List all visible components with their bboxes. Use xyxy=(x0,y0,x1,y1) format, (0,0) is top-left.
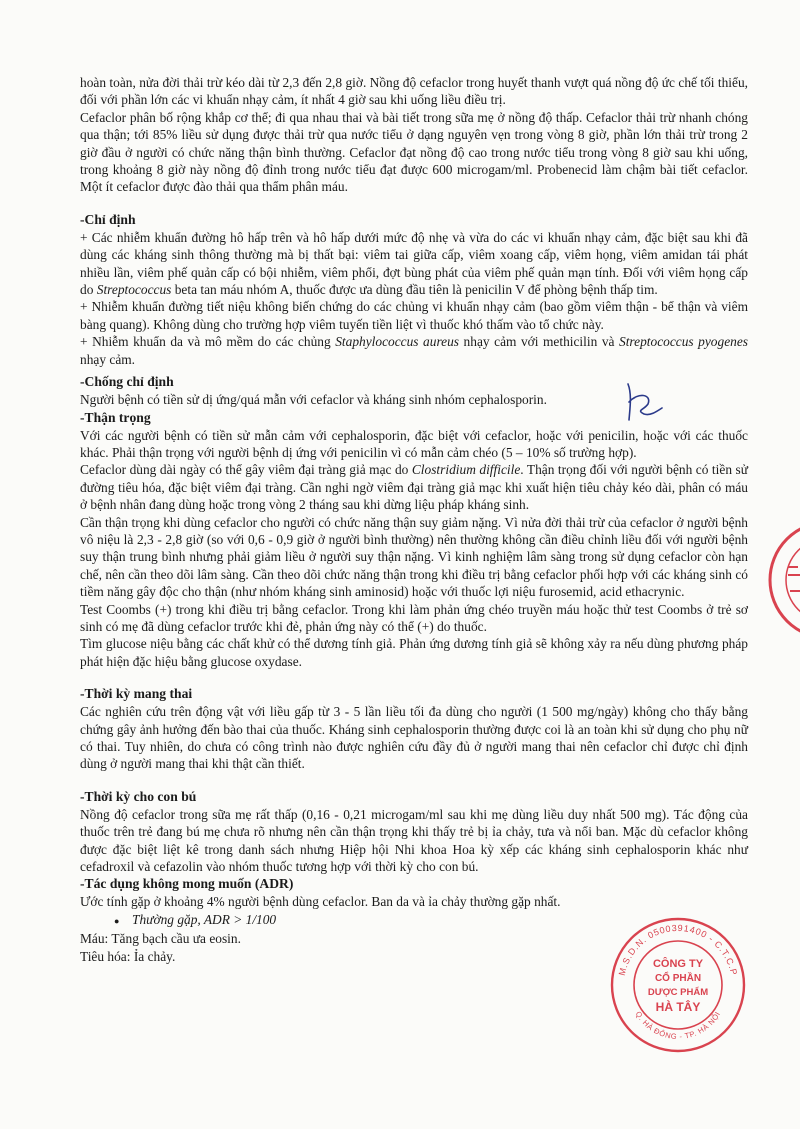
stamp-line-2: CỔ PHẦN xyxy=(654,973,702,984)
pharmacokinetics-paragraph-1: hoàn toàn, nửa đời thải trừ kéo dài từ 2,3 đến 2,8 giờ. Nồng độ cefaclor trong huyết thanh vượt quá nồng độ ức chế tối thiểu, đối với phần lớn các vi khuẩn nhạy cảm, ít nhất 4 giờ sau khi uống liều điều trị. xyxy=(80,75,748,108)
section-heading-precautions: -Thận trọng xyxy=(80,409,151,425)
adverse-reactions-paragraph: Ước tính gặp ở khoảng 4% người bệnh dùng cefaclor. Ban da và ỉa chảy thường gặp nhất. xyxy=(80,894,561,910)
precautions-paragraph-5: Tìm glucose niệu bằng các chất khử có thể dương tính giả. Phản ứng dương tính giả sẽ không xảy ra nếu dùng phương pháp phát hiện đặc hiệu bằng glucose oxydase. xyxy=(80,636,748,669)
stamp-line-1: CÔNG TY xyxy=(652,958,704,970)
indications-paragraph-2: + Nhiễm khuẩn đường tiết niệu không biến chứng do các chủng vi khuẩn nhạy cảm (bao gồm viêm thận - bể thận và viêm bàng quang). Không dùng cho trường hợp viêm tuyến tiền liệt vì thuốc khó thấm vào tổ chức này. xyxy=(80,299,748,332)
stamp-address: Q. HÀ ĐÔNG - TP. HÀ NỘI xyxy=(633,1009,723,1042)
precautions-paragraph-2: Cefaclor dùng dài ngày có thể gây viêm đại tràng giả mạc do Clostridium difficile. Thận trọng đối với người bệnh có tiền sử đường tiêu hóa, đặc biệt viêm đại tràng. Cần nghi ngờ viêm đại tràng giả mạc khi xuất hiện tiêu chảy kéo dài, phân có máu ở bệnh nhân đang dùng hoặc trong vòng 2 tháng sau khi dừng liệu pháp kháng sinh. xyxy=(80,462,748,513)
stamp-line-3: DƯỢC PHẨM xyxy=(647,987,709,998)
section-heading-pregnancy: -Thời kỳ mang thai xyxy=(80,686,193,702)
section-heading-indications: -Chỉ định xyxy=(80,211,136,227)
bullet-item: ● Thường gặp, ADR > 1/100 xyxy=(80,911,748,930)
breastfeeding-paragraph: Nồng độ cefaclor trong sữa mẹ rất thấp (0,16 - 0,21 microgam/ml sau khi mẹ dùng liều duy nhất 500 mg). Tác động của thuốc trên trẻ đang bú mẹ chưa rõ nhưng nên cần thận trọng khi thấy trẻ bị ỉa chảy, tưa và nổi ban. Mặc dù cefaclor không được đặc biệt liệt kê trong danh sách nhưng Hiệp hội Nhi khoa Hoa kỳ xếp các kháng sinh cephalosporin khác như cefadroxil và cefazolin vào nhóm thuốc tương hợp với thời kỳ cho con bú. xyxy=(80,806,748,875)
bullet-icon: ● xyxy=(114,915,120,926)
signature-mark xyxy=(618,380,668,424)
adr-blood-line: Máu: Tăng bạch cầu ưa eosin. xyxy=(80,931,241,947)
precautions-paragraph-3: Cần thận trọng khi dùng cefaclor cho người có chức năng thận suy giảm nặng. Vì nửa đời thải trừ của cefaclor ở người bệnh vô niệu là 2,3 - 2,8 giờ (so với 0,6 - 0,9 giờ ở người bình thường) nên thường không cần điều chỉnh liều đối với người bệnh suy thận trung bình nhưng phải giảm liều ở người suy thận nặng. Vì kinh nghiệm lâm sàng trong sử dụng cefaclor còn hạn chế, nên cần theo dõi lâm sàng. Cần theo dõi chức năng thận trong khi điều trị bằng cefaclor phối hợp với các kháng sinh có tiềm năng gây độc cho thận (như nhóm kháng sinh aminosid) hoặc với thuốc lợi niệu furosemid, acid ethacrynic. xyxy=(80,514,748,600)
pregnancy-paragraph: Các nghiên cứu trên động vật với liều gấp từ 3 - 5 lần liều tối đa dùng cho người (1 500 mg/ngày) không cho thấy bằng chứng gây ảnh hưởng đến bào thai của thuốc. Kháng sinh cephalosporin thường được coi là an toàn khi sử dụng cho phụ nữ có thai. Tuy nhiên, do chưa có công trình nào được nghiên cứu đầy đủ ở người mang thai nên cefaclor chỉ được chỉ định dùng ở người mang thai khi thật cần thiết. xyxy=(80,704,748,772)
precautions-paragraph-4: Test Coombs (+) trong khi điều trị bằng cefaclor. Trong khi làm phản ứng chéo truyền máu hoặc thử test Coombs ở trẻ sơ sinh có mẹ đã dùng cefaclor trước khi đẻ, phản ứng này có thể (+) do thuốc. xyxy=(80,601,748,634)
section-heading-breastfeeding: -Thời kỳ cho con bú xyxy=(80,788,197,804)
indications-paragraph-3: + Nhiễm khuẩn da và mô mềm do các chủng Staphylococcus aureus nhạy cảm với methicilin và Streptococcus pyogenes nhạy cảm. xyxy=(80,334,748,367)
document-page xyxy=(80,74,748,965)
indications-paragraph-1: + Các nhiễm khuẩn đường hô hấp trên và hô hấp dưới mức độ nhẹ và vừa do các vi khuẩn nhạy cảm, đặc biệt sau khi đã dùng các kháng sinh thông thường mà bị thất bại: viêm tai giữa cấp, viêm xoang cấp, viêm họng, viêm amidan tái phát nhiều lần, viêm phế quản cấp có bội nhiễm, viêm phổi, đợt bùng phát của viêm phế quản mạn tính. Đối với viêm họng cấp do Streptococcus beta tan máu nhóm A, thuốc được ưa dùng đầu tiên là penicilin V để phòng bệnh thấp tim. xyxy=(80,229,748,298)
precautions-paragraph-1: Với các người bệnh có tiền sử mẫn cảm với cephalosporin, đặc biệt với cefaclor, hoặc với penicilin, hoặc với các thuốc khác. Phải thận trọng với người bệnh dị ứng với penicilin vì có mẫn cảm chéo (5 – 10% số trường hợp). xyxy=(80,427,748,460)
company-stamp xyxy=(608,915,748,1055)
stamp-line-4: HÀ TÂY xyxy=(655,1000,701,1014)
adr-digestive-line: Tiêu hóa: Ỉa chảy. xyxy=(80,948,176,964)
section-heading-adverse-reactions: -Tác dụng không mong muốn (ADR) xyxy=(80,876,294,892)
pharmacokinetics-paragraph-2: Cefaclor phân bố rộng khắp cơ thể; đi qua nhau thai và bài tiết trong sữa mẹ ở nồng độ thấp. Cefaclor thải trừ nhanh chóng qua thận; tới 85% liều sử dụng được thải trừ qua nước tiểu ở dạng nguyên vẹn trong vòng 8 giờ, phần lớn thải trừ trong 2 giờ đầu ở người có chức năng thận bình thường. Cefaclor đạt nồng độ cao trong nước tiểu trong vòng 8 giờ sau khi uống, trong khoảng 8 giờ này nồng độ đỉnh trong nước tiểu đạt được 600 microgam/ml. Probenecid làm chậm bài tiết cefaclor. Một ít cefaclor được đào thải qua thẩm phân máu. xyxy=(80,109,748,195)
section-heading-contraindications: -Chống chỉ định xyxy=(80,374,174,390)
partial-stamp-edge xyxy=(766,505,800,655)
svg-text:Q. HÀ ĐÔNG - TP. HÀ NỘI xyxy=(634,1010,723,1041)
contraindications-paragraph: Người bệnh có tiền sử dị ứng/quá mẫn với cefaclor và kháng sinh nhóm cephalosporin. xyxy=(80,392,547,408)
stamp-code: M.S.D.N. 0500391400 - C.T.C.P xyxy=(616,922,740,977)
